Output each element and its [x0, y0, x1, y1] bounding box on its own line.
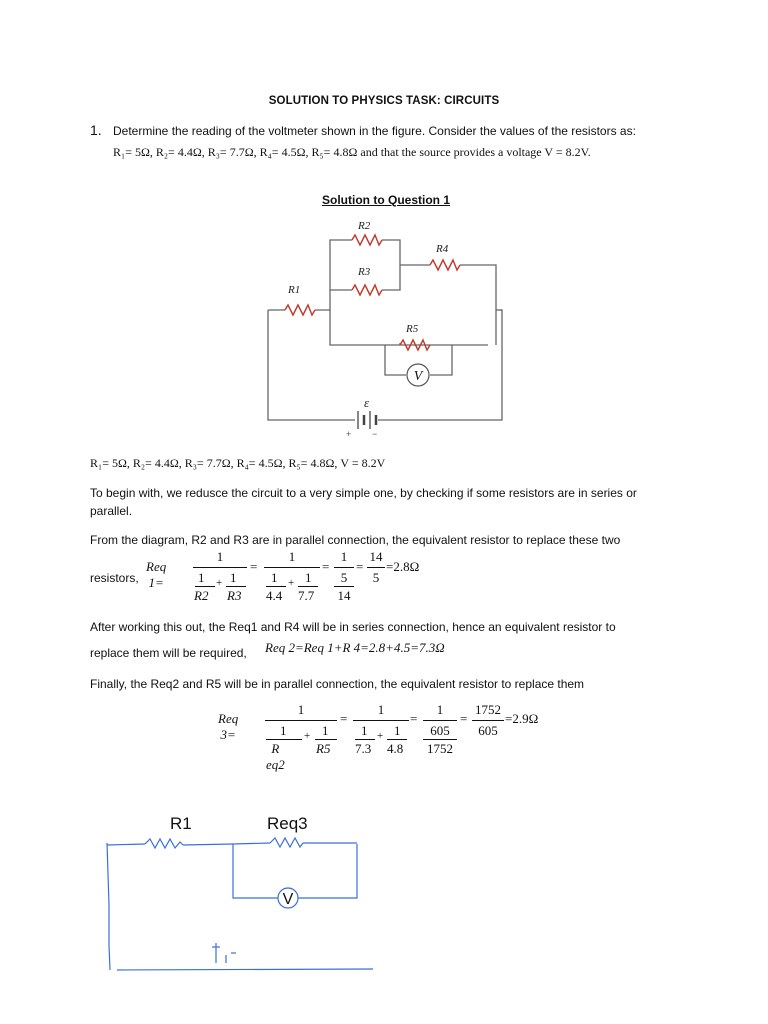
eq1-t4-den: 5	[372, 570, 380, 585]
eq1-t3-num: 1	[340, 549, 348, 564]
eq1-result: =2.8Ω	[386, 559, 420, 574]
eq3-result: =2.9Ω	[505, 711, 539, 726]
eq1-t2-den-d: 7.7	[298, 588, 315, 603]
resistors	[285, 235, 460, 350]
question-values: R₁= 5Ω, R₂= 4.4Ω, R₃= 7.7Ω, R₄= 4.5Ω, R₅= 4.8Ω and that the source provides a voltage V = 8.2V.	[113, 145, 591, 159]
eq3-t3-den-b: 1752	[427, 741, 453, 756]
paragraph-series: After working this out, the Req1 and R4 will be in series connection, hence an equivalent resistor to	[90, 620, 616, 634]
label-r1: R1	[288, 284, 301, 296]
battery-minus-label: −	[372, 429, 378, 439]
eq3-t1-den-d: R5	[316, 741, 331, 756]
eq1-lhs: Req 1=	[146, 559, 167, 590]
circuit-wires	[268, 240, 502, 420]
eq3-t2-num: 1	[377, 702, 385, 717]
eq3-t2-den-d: 4.8	[387, 741, 404, 756]
question-text: Determine the reading of the voltmeter shown in the figure. Consider the values of the resistors as:	[113, 124, 636, 138]
eq1-t1-num: 1	[216, 549, 224, 564]
label-r5: R5	[406, 323, 419, 335]
eq1-t1-den-c: R2	[194, 588, 209, 603]
eq1-t3-den-a: 5	[340, 570, 348, 585]
eq1-t1-den-a: 1	[198, 570, 205, 585]
equation-req2: Req 2=Req 1+R 4=2.8+4.5=7.3Ω	[265, 640, 445, 655]
simplified-circuit-wires	[107, 838, 373, 970]
eq3-t1-den-c: R eq2	[266, 741, 285, 772]
eq1-t2-den-a: 1	[271, 570, 278, 585]
eq1-t1-den-d: R3	[227, 588, 242, 603]
given-values: R₁= 5Ω, R₂= 4.4Ω, R₃= 7.7Ω, R₄= 4.5Ω, R₅= 4.8Ω, V = 8.2V	[90, 456, 386, 470]
eq3-t1-den-a: 1	[280, 723, 287, 738]
resistor-r4	[430, 260, 460, 270]
circuit-diagram	[260, 215, 510, 445]
eq3-t4-den: 605	[478, 723, 498, 738]
label-r2: R2	[358, 220, 371, 232]
resistor-r1	[285, 305, 315, 315]
label-r4: R4	[436, 243, 449, 255]
eq3-t2-den-a: 1	[361, 723, 368, 738]
simplified-circuit-diagram	[95, 805, 395, 990]
eq3-t2-den-c: 7.3	[355, 741, 372, 756]
eq3-t1-den-b: 1	[322, 723, 329, 738]
paragraph-finally: Finally, the Req2 and R5 will be in parallel connection, the equivalent resistor to replace them	[90, 677, 585, 691]
label-r1-handwritten: R1	[170, 814, 192, 833]
label-req3-handwritten: Req3	[267, 814, 308, 833]
eq3-t1-num: 1	[297, 702, 305, 717]
eq3-t2-den-b: 1	[394, 723, 401, 738]
label-r3: R3	[358, 266, 371, 278]
eq1-t1-den-b: 1	[230, 570, 237, 585]
paragraph-parallel: From the diagram, R2 and R3 are in parallel connection, the equivalent resistor to replace these two	[90, 533, 621, 547]
voltmeter-label: V	[413, 369, 423, 384]
eq3-t3-den-a: 605	[430, 723, 450, 738]
battery-plus-label: +	[346, 429, 352, 439]
eq1-t4-num: 14	[369, 549, 383, 564]
simplified-voltmeter-label: V	[282, 891, 294, 908]
document-title: SOLUTION TO PHYSICS TASK: CIRCUITS	[268, 95, 500, 107]
resistor-r2	[352, 235, 382, 245]
question-number: 1.	[90, 122, 102, 138]
eq1-t3-den-b: 14	[337, 588, 351, 603]
eq1-t2-den-b: 1	[305, 570, 312, 585]
eq1-t2-den-c: 4.4	[266, 588, 283, 603]
paragraph-resistors-word: resistors,	[90, 571, 139, 585]
solution-heading: Solution to Question 1	[322, 193, 450, 207]
resistor-r3	[352, 285, 382, 295]
paragraph-intro: To begin with, we redusce the circuit to a very simple one, by checking if some resistors are in series or parallel.	[90, 486, 637, 518]
emf-label: ε	[364, 395, 370, 410]
eq3-t4-num: 1752	[475, 702, 501, 717]
battery-icon	[358, 411, 376, 429]
eq1-t2-num: 1	[288, 549, 296, 564]
eq3-lhs: Req 3=	[218, 711, 239, 742]
paragraph-replace: replace them will be required,	[90, 646, 247, 660]
eq3-t3-num: 1	[436, 702, 444, 717]
